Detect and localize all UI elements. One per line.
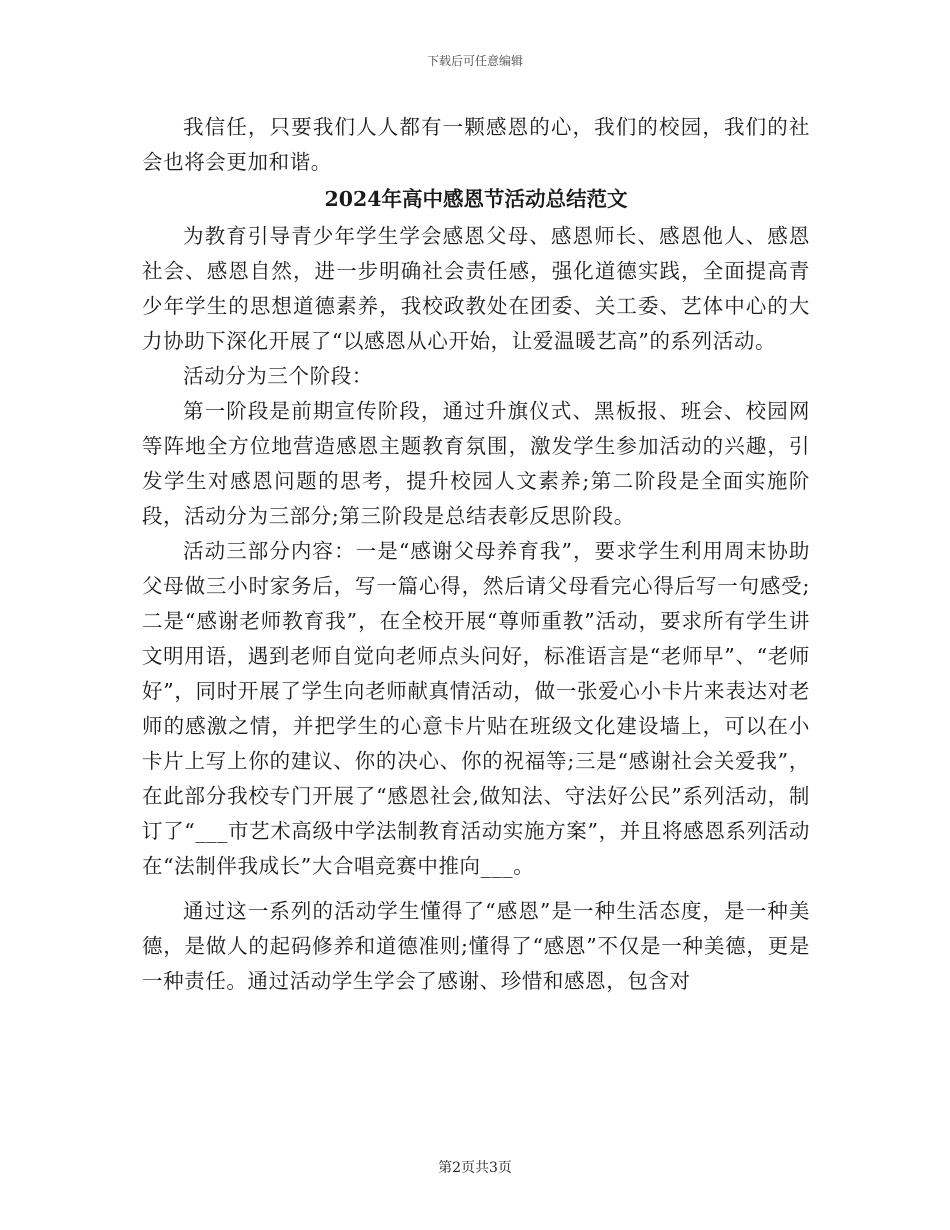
paragraph-purpose: 为教育引导青少年学生学会感恩父母、感恩师长、感恩他人、感恩社会、感恩自然，进一步明确社会责任感，强化道德实践，全面提高青少年学生的思想道德素养，我校政教处在团委、关工委、艺体中心的大力协助下深化开展了“以感恩从心开始，让爱温暖艺高”的系列活动。 bbox=[142, 224, 810, 353]
document-title: 2024年高中感恩节活动总结范文 bbox=[324, 187, 628, 211]
document-body bbox=[142, 110, 810, 999]
paragraph-stages-intro: 活动分为三个阶段： bbox=[183, 364, 373, 388]
paragraph-activity-content: 活动三部分内容：一是“感谢父母养育我”，要求学生利用周末协助父母做三小时家务后，写一篇心得，然后请父母看完心得后写一句感受;二是“感谢老师教育我”，在全校开展“尊师重教”活动，要求所有学生讲文明用语，遇到老师自觉向老师点头问好，标准语言是“老师早”、“老师好”，同时开展了学生向老师献真情活动，做一张爱心小卡片来表达对老师的感激之情，并把学生的心意卡片贴在班级文化建设墙上，可以在小卡片上写上你的建议、你的决心、你的祝福等;三是“感谢社会关爱我”，在此部分我校专门开展了“感恩社会,做知法、守法好公民”系列活动，制订了“___市艺术高级中学法制教育活动实施方案”，并且将感恩系列活动在“法制伴我成长”大合唱竞赛中推向___。 bbox=[142, 539, 810, 878]
page-header-note: 下载后可任意编辑 bbox=[426, 54, 523, 68]
page-number: 第2页共3页 bbox=[438, 1160, 512, 1176]
paragraph-stages: 第一阶段是前期宣传阶段，通过升旗仪式、黑板报、班会、校园网等阵地全方位地营造感恩主题教育氛围，激发学生参加活动的兴趣，引发学生对感恩问题的思考，提升校园人文素养;第二阶段是全面实施阶段，活动分为三部分;第三阶段是总结表彰反思阶段。 bbox=[142, 399, 810, 528]
intro-paragraph: 我信任，只要我们人人都有一颗感恩的心，我们的校园，我们的社会也将会更加和谐。 bbox=[142, 115, 810, 174]
paragraph-outcome: 通过这一系列的活动学生懂得了“感恩”是一种生活态度，是一种美德，是做人的起码修养和道德准则;懂得了“感恩”不仅是一种美德，更是一种责任。通过活动学生学会了感谢、珍惜和感恩，包含对 bbox=[142, 899, 810, 993]
